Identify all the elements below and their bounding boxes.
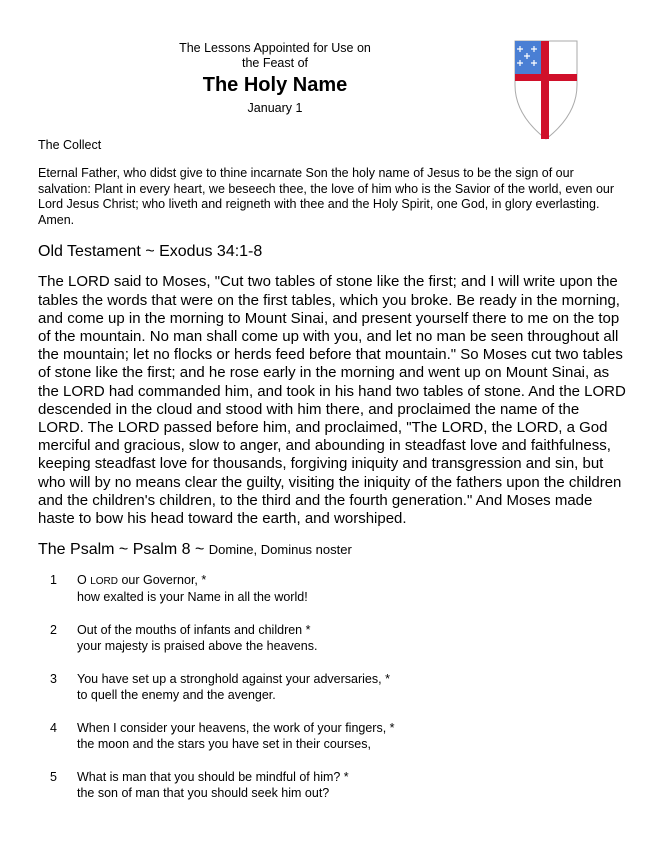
psalm-verse <box>38 770 628 801</box>
header-subtitle <box>130 41 420 71</box>
psalm-verse <box>38 623 628 654</box>
verse-line-1: When I consider your heavens, the work of your fingers, * <box>77 721 395 736</box>
old-testament-text: The LORD said to Moses, "Cut two tables of stone like the first; and I will write upon the tables the words that were on the first tables, which you broke. Be ready in the morning, and come up in the morning to Mount Sinai, and present yourself there to me on the top of the mountain. No man shall come up with you, and let no man be seen throughout all the mountain; let no flocks or herds feed before that mountain." So Moses cut two tables of stone like the first; and he rose early in the morning and went up on Mount Sinai, as the LORD had commanded him, and took in his hand two tables of stone. And the LORD descended in the cloud and stood with him there, and proclaimed the name of the LORD. The LORD passed before him, and proclaimed, "The LORD, the LORD, a God merciful and gracious, slow to anger, and abounding in steadfast love and faithfulness, keeping steadfast love for thousands, forgiving iniquity and transgression and sin, but who will by no means clear the guilty, visiting the iniquity of the fathers upon the children and the children's children, to the third and the fourth generation." And Moses made haste to bow his head toward the earth, and worshiped. <box>38 273 626 528</box>
verse-number: 3 <box>50 672 57 687</box>
verse-number: 4 <box>50 721 57 736</box>
verse-line-1: Out of the mouths of infants and children * <box>77 623 311 638</box>
psalm-verse <box>38 721 628 752</box>
psalm-verse <box>38 573 628 605</box>
small-caps-lord: LORD <box>90 576 118 588</box>
verse-number: 5 <box>50 770 57 785</box>
episcopal-shield-logo <box>514 40 578 140</box>
verse-line-1: You have set up a stronghold against your adversaries, * <box>77 672 390 687</box>
verse-text: our Governor, * <box>118 573 207 588</box>
verse-line-1 <box>77 573 628 590</box>
verse-line-2: your majesty is praised above the heavens. <box>77 638 318 653</box>
verse-line-2: to quell the enemy and the avenger. <box>77 687 276 702</box>
collect-text: Eternal Father, who didst give to thine incarnate Son the holy name of Jesus to be the sign of our salvation: Plant in every heart, we beseech thee, the love of him who is the Savior of the world, even our Lord Jesus Christ; who liveth and reigneth with thee and the Holy Spirit, one God, in glory everlasting. Amen. <box>38 166 615 227</box>
psalm-heading-latin: Domine, Dominus noster <box>208 542 352 558</box>
psalm-heading <box>38 540 628 559</box>
psalm-heading-main: The Psalm ~ Psalm 8 ~ <box>38 541 209 559</box>
lessons-content <box>38 138 628 801</box>
psalm-verse <box>38 672 628 703</box>
page-title: The Holy Name <box>202 74 348 96</box>
verse-text: O <box>77 573 91 588</box>
verse-line-2: how exalted is your Name in all the world! <box>77 589 308 604</box>
collect-label: The Collect <box>38 138 102 152</box>
feast-date: January 1 <box>247 101 303 115</box>
verse-line-1: What is man that you should be mindful of him? * <box>77 770 349 785</box>
old-testament-heading: Old Testament ~ Exodus 34:1-8 <box>38 243 263 261</box>
verse-number: 2 <box>50 623 57 638</box>
verse-number: 1 <box>50 573 57 588</box>
header-line-2: the Feast of <box>241 56 308 70</box>
header-line-1: The Lessons Appointed for Use on <box>179 41 371 55</box>
verse-line-2: the son of man that you should seek him out? <box>77 785 330 800</box>
verse-line-2: the moon and the stars you have set in their courses, <box>77 736 371 751</box>
